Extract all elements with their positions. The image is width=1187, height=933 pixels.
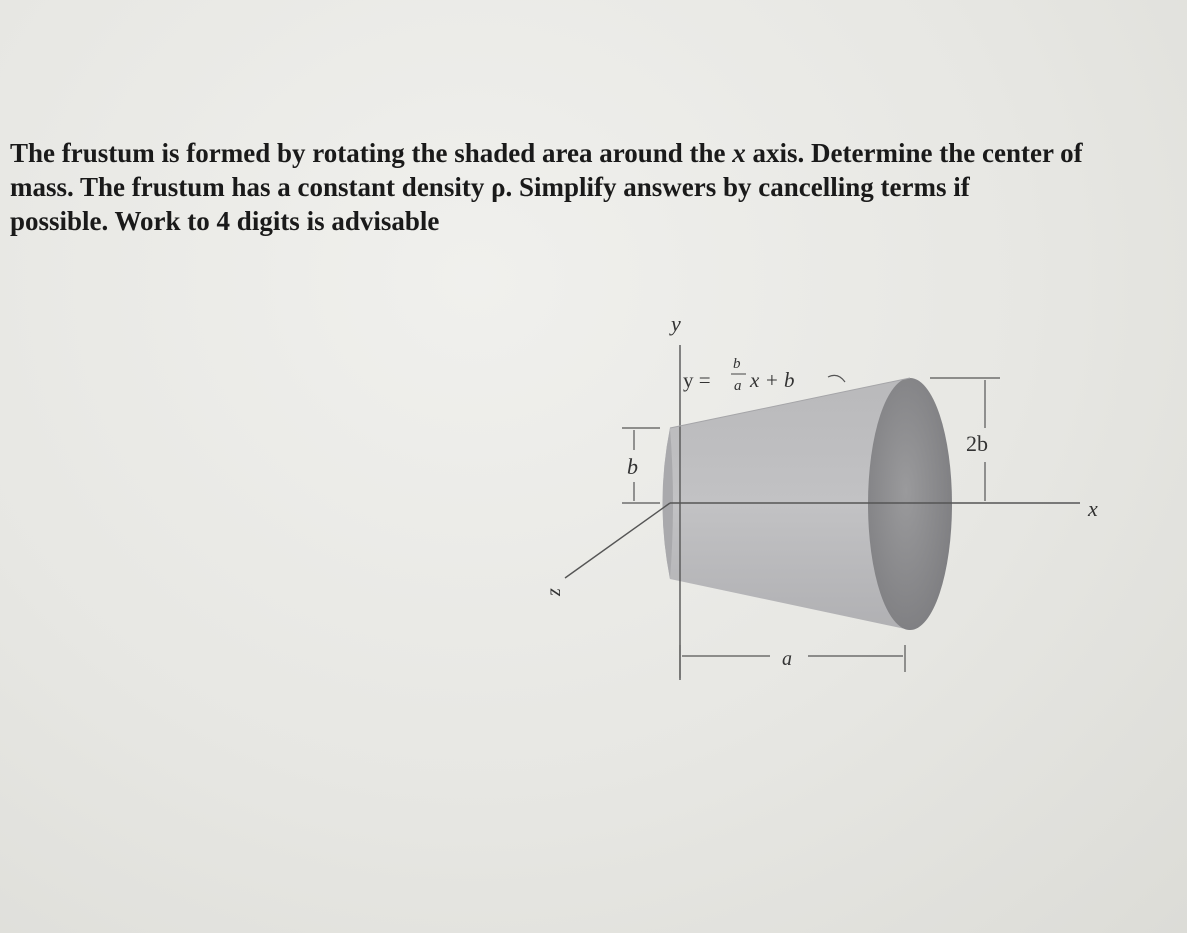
equation-pointer <box>828 375 845 382</box>
x-axis-label: x <box>1088 496 1098 521</box>
equation-frac-num: b <box>733 356 741 372</box>
problem-line-3: possible. Work to 4 digits is advisable <box>10 206 440 236</box>
z-axis-line <box>565 503 670 578</box>
problem-variable-x: x <box>732 138 746 168</box>
problem-line-1-part-a: The frustum is formed by rotating the shaded area around the <box>10 138 733 168</box>
frustum-end-face <box>868 378 952 630</box>
dim-b-label: b <box>627 454 638 479</box>
equation-rhs: x + b <box>750 368 795 392</box>
equation-lhs: y = <box>683 368 716 392</box>
problem-line-1-part-b: axis. Determine the center of <box>745 138 1083 168</box>
equation-frac-den: a <box>734 378 742 394</box>
z-axis-label: z <box>543 588 565 596</box>
dim-2b-label: 2b <box>966 431 988 456</box>
problem-line-2: mass. The frustum has a constant density ρ. Simplify answers by cancelling terms if <box>10 172 970 202</box>
y-axis-label: y <box>671 311 681 336</box>
dim-a-label: a <box>782 648 792 670</box>
